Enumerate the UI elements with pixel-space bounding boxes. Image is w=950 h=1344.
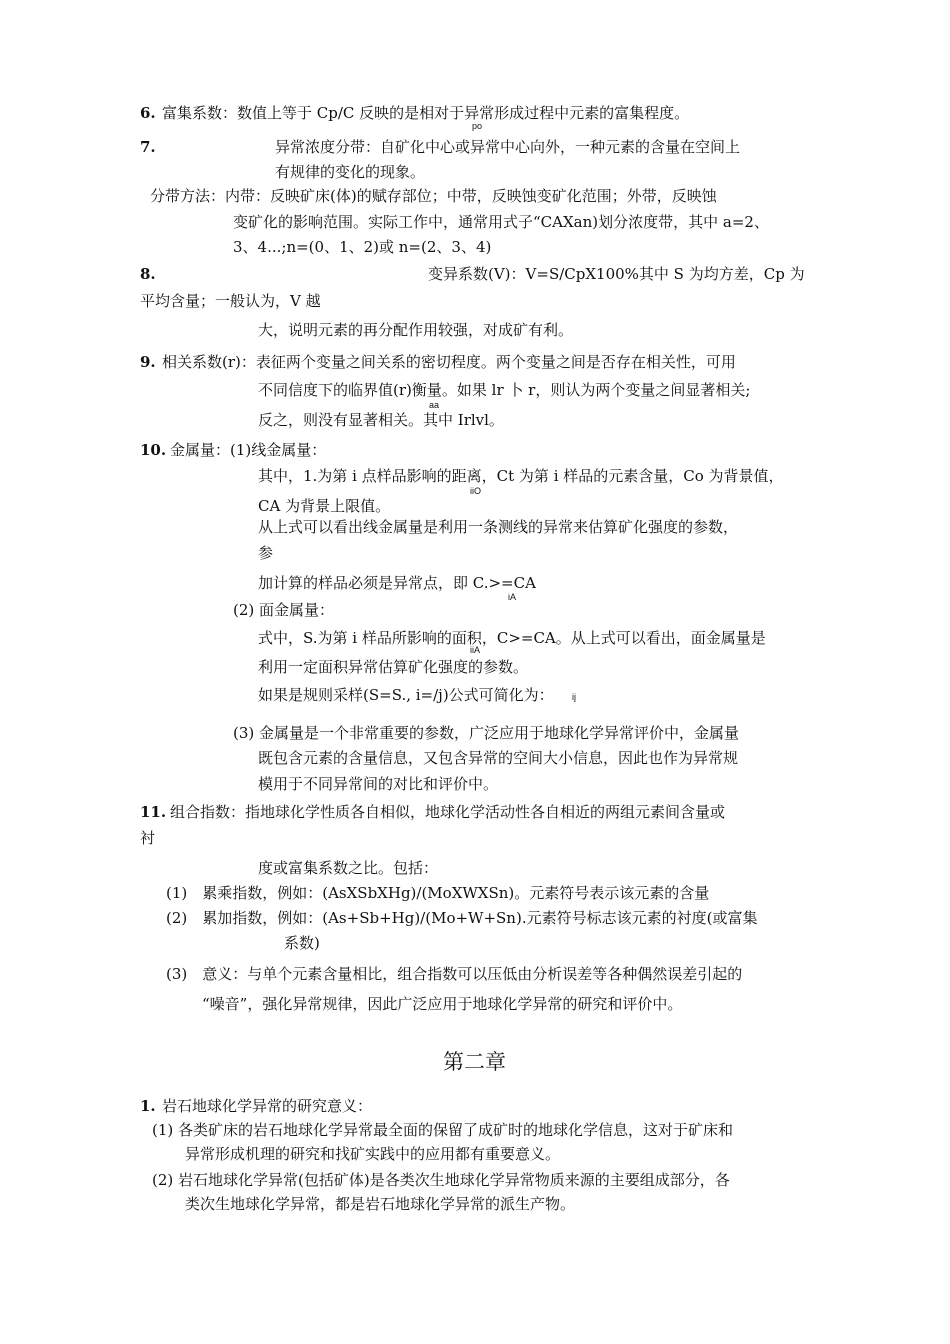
paragraph-line: 金属量：(1)线金属量： (170, 441, 327, 459)
paragraph-line: 反之，则没有显著相关。其中 Irlvl。 (258, 411, 504, 429)
chapter-heading: 第二章 (443, 1050, 506, 1074)
paragraph-line: 衬 (140, 829, 156, 847)
paragraph-line: (3) 金属量是一个非常重要的参数，广泛应用于地球化学异常评价中，金属量 (233, 724, 740, 742)
paragraph-line: 从上式可以看出线金属量是利用一条测线的异常来估算矿化强度的参数， (258, 518, 739, 536)
paragraph-line: 利用一定面积异常估算矿化强度的参数。 (258, 658, 529, 676)
paragraph-line: 异常浓度分带：自矿化中心或异常中心向外，一种元素的含量在空间上 (275, 138, 741, 156)
paragraph-line: “噪音”，强化异常规律，因此广泛应用于地球化学异常的研究和评价中。 (202, 995, 683, 1013)
paragraph-line: 度或富集系数之比。包括： (258, 859, 439, 877)
subscript-fragment: ij (572, 692, 576, 702)
paragraph-line: 异常形成机理的研究和找矿实践中的应用都有重要意义。 (185, 1145, 561, 1163)
paragraph-line: 3、4...;n=(0、1、2)或 n=(2、3、4) (233, 238, 492, 256)
item-number: 1. (140, 1097, 156, 1115)
paragraph-line: (2) 面金属量： (233, 601, 335, 619)
subscript-fragment: po (472, 121, 483, 131)
paragraph-line: 组合指数：指地球化学性质各自相似，地球化学活动性各自相近的两组元素间含量或 (170, 803, 726, 821)
paragraph-line: 不同信度下的临界值(r)衡量。如果 lr 卜 r，则认为两个变量之间显著相关; (258, 381, 751, 399)
paragraph-line: 加计算的样品必须是异常点，即 C.>=CA (258, 574, 536, 592)
paragraph-line: (2) 累加指数，例如：(As+Sb+Hg)/(Mo+W+Sn).元素符号标志该元素的衬度(或富集 (166, 909, 758, 927)
paragraph-line: 分带方法：内带：反映矿床(体)的赋存部位；中带，反映蚀变矿化范围；外带，反映蚀 (150, 187, 717, 205)
item-number: 7. (140, 138, 156, 156)
paragraph-line: 其中，1.为第 i 点样品影响的距离，Ct 为第 i 样品的元素含量，Co 为背景值， (258, 467, 784, 485)
paragraph-line: (1) 累乘指数，例如：(AsXSbXHg)/(MoXWXSn)。元素符号表示该元素的含量 (166, 884, 710, 902)
subscript-fragment: iiA (470, 645, 481, 655)
paragraph-line: 式中，S.为第 i 样品所影响的面积，C>=CA。从上式可以看出，面金属量是 (258, 629, 766, 647)
paragraph-line: 大，说明元素的再分配作用较强，对成矿有利。 (258, 321, 574, 339)
paragraph-line: 相关系数(r)：表征两个变量之间关系的密切程度。两个变量之间是否存在相关性，可用 (162, 353, 736, 371)
item-number: 6. (140, 104, 156, 122)
paragraph-line: 富集系数：数值上等于 Cp/C 反映的是相对于异常形成过程中元素的富集程度。 (162, 104, 690, 122)
paragraph-line: (1) 各类矿床的岩石地球化学异常最全面的保留了成矿时的地球化学信息，这对于矿床和 (152, 1121, 734, 1139)
paragraph-line: (3) 意义：与单个元素含量相比，组合指数可以压低由分析误差等各种偶然误差引起的 (166, 965, 743, 983)
paragraph-line: 变异系数(V)：V=S/CpX100%其中 S 为均方差，Cp 为 (428, 265, 805, 283)
paragraph-line: 类次生地球化学异常，都是岩石地球化学异常的派生产物。 (185, 1195, 576, 1213)
paragraph-line: 变矿化的影响范围。实际工作中，通常用式子“CAXan)划分浓度带，其中 a=2、 (233, 213, 769, 231)
subscript-fragment: iiO (470, 486, 481, 496)
item-number: 9. (140, 353, 156, 371)
paragraph-line: CA 为背景上限值。 (258, 497, 391, 515)
subscript-fragment: aa (429, 400, 440, 410)
paragraph-line: 参 (258, 544, 274, 562)
paragraph-line: 平均含量；一般认为，V 越 (140, 292, 321, 310)
paragraph-line: 系数) (284, 934, 320, 952)
paragraph-line: 有规律的变化的现象。 (275, 163, 426, 181)
item-number: 10. (140, 441, 167, 459)
paragraph-line: 如果是规则采样(S=S., i=/j)公式可简化为： (258, 686, 554, 704)
paragraph-line: 既包含元素的含量信息，又包含异常的空间大小信息，因此也作为异常规 (258, 749, 739, 767)
paragraph-line: 岩石地球化学异常的研究意义： (162, 1097, 373, 1115)
item-number: 8. (140, 265, 156, 283)
item-number: 11. (140, 803, 167, 821)
paragraph-line: 模用于不同异常间的对比和评价中。 (258, 775, 499, 793)
paragraph-line: (2) 岩石地球化学异常(包括矿体)是各类次生地球化学异常物质来源的主要组成部分，各 (152, 1171, 730, 1189)
subscript-fragment: iA (508, 592, 517, 602)
